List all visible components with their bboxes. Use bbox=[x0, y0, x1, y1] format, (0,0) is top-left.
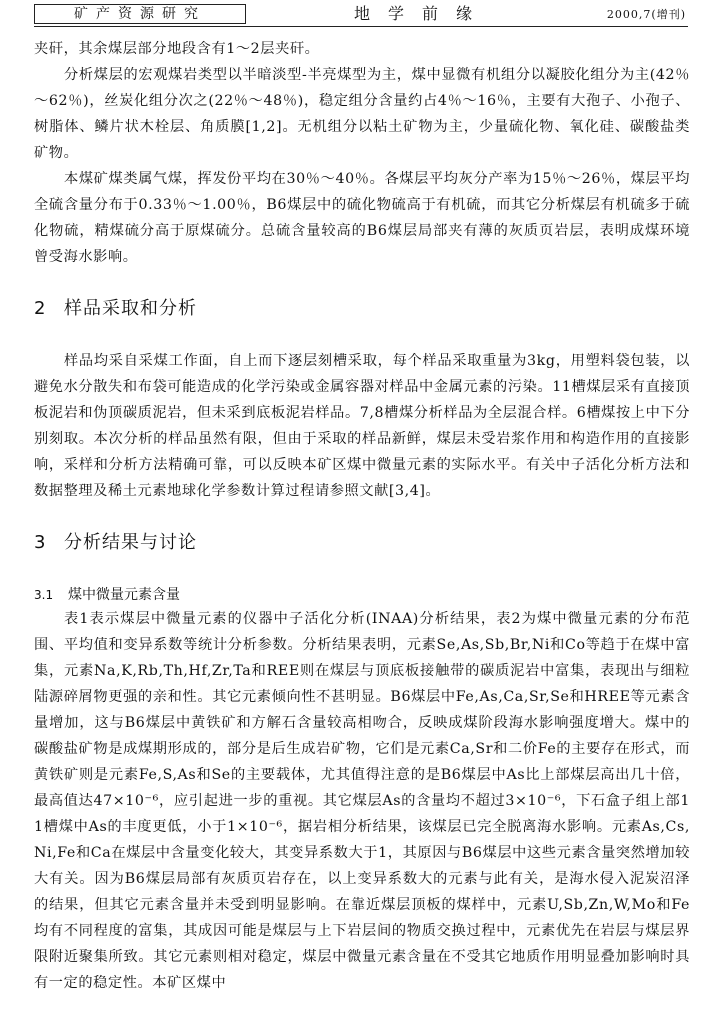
section-title: 样品采取和分析 bbox=[64, 298, 197, 319]
section-heading-2 bbox=[34, 296, 690, 322]
journal-column-label: 矿产资源研究 bbox=[34, 4, 246, 24]
article-body bbox=[34, 36, 690, 996]
subsection-title: 煤中微量元素含量 bbox=[68, 587, 180, 603]
section-title: 分析结果与讨论 bbox=[64, 532, 197, 553]
running-header bbox=[34, 4, 688, 27]
issue-info: 2000,7(增刊) bbox=[606, 8, 686, 21]
paragraph-sampling: 样品均采自采煤工作面，自上而下逐层刻槽采取，每个样品采取重量为3kg，用塑料袋包装，以避免水分散失和布袋可能造成的化学污染或金属容器对样品中金属元素的污染。11槽煤层采有直接顶板泥岩和伪顶碳质泥岩，但未采到底板泥岩样品。7,8槽煤分析样品为全层混合样。6槽煤按上中下分别刻取。本次分析的样品虽然有限，但由于采取的样品新鲜，煤层未受岩浆作用和构造作用的直接影响，采样和分析方法精确可靠，可以反映本矿区煤中微量元素的实际水平。有关中子活化分析方法和数据整理及稀土元素地球化学参数计算过程请参照文献[3,4]。 bbox=[34, 353, 690, 499]
section-heading-3 bbox=[34, 530, 690, 556]
section-number: 3 bbox=[34, 532, 47, 553]
paragraph-maceral: 分析煤层的宏观煤岩类型以半暗淡型-半亮煤型为主，煤中显微有机组分以凝胶化组分为主(42％～62％)，丝炭化组分次之(22％～48％)，稳定组分含量约占4％～16％，主要有大孢子、小孢子、树脂体、鳞片状木栓层、角质膜[1,2]。无机组分以粘土矿物为主，少量硫化物、氧化硅、碳酸盐类矿物。 bbox=[34, 67, 690, 161]
subsection-number: 3.1 bbox=[34, 588, 54, 602]
paragraph-results: 表1表示煤层中微量元素的仪器中子活化分析(INAA)分析结果，表2为煤中微量元素的分布范围、平均值和变异系数等统计分析参数。分析结果表明，元素Se,As,Sb,Br,Ni和Co等趋于在煤中富集，元素Na,K,Rb,Th,Hf,Zr,Ta和REE则在煤层与顶底板接触带的碳质泥岩中富集，表现出与细粒陆源碎屑物更强的亲和性。其它元素倾向性不甚明显。B6煤层中Fe,As,Ca,Sr,Se和HREE等元素含量增加，这与B6煤层中黄铁矿和方解石含量较高相吻合，反映成煤阶段海水影响强度增大。煤中的碳酸盐矿物是成煤期形成的，部分是后生成岩矿物，它们是元素Ca,Sr和二价Fe的主要存在形式，而黄铁矿则是元素Fe,S,As和Se的主要载体，尤其值得注意的是B6煤层中As比上部煤层高出几十倍，最高值达47×10⁻⁶，应引起进一步的重视。其它煤层As的含量均不超过3×10⁻⁶，下石盒子组上部11槽煤中As的丰度更低，小于1×10⁻⁶，据岩相分析结果，该煤层已完全脱离海水影响。元素As,Cs,Ni,Fe和Ca在煤层中含量变化较大，其变异系数大于1，其原因与B6煤层中这些元素含量突然增加较大有关。因为B6煤层局部有灰质页岩存在，以上变异系数大的元素与此有关，是海水侵入泥炭沼泽的结果，但其它元素含量并未受到明显影响。在靠近煤层顶板的煤样中，元素U,Sb,Zn,W,Mo和Fe均有不同程度的富集，其成因可能是煤层与上下岩层间的物质交换过程中，元素优先在岩层与煤层界限附近聚集所致。其它元素则相对稳定，煤层中微量元素含量在不受其它地质作用明显叠加影响时具有一定的稳定性。本矿区煤中 bbox=[34, 611, 690, 991]
journal-title: 地学前缘 bbox=[354, 4, 491, 23]
section-number: 2 bbox=[34, 298, 47, 319]
paragraph-coal-rank: 本煤矿煤类属气煤，挥发份平均在30％～40％。各煤层平均灰分产率为15％～26％，煤层平均全硫含量分布于0.33％～1.00％，B6煤层中的硫化物硫高于有机硫，而其它分析煤层有机硫多于硫化物硫，精煤硫分高于原煤硫分。总硫含量较高的B6煤层局部夹有薄的灰质页岩层，表明成煤环境曾受海水影响。 bbox=[34, 171, 690, 265]
paragraph-continued: 夹矸，其余煤层部分地段含有1～2层夹矸。 bbox=[34, 41, 320, 57]
subsection-heading-3-1 bbox=[34, 584, 690, 606]
